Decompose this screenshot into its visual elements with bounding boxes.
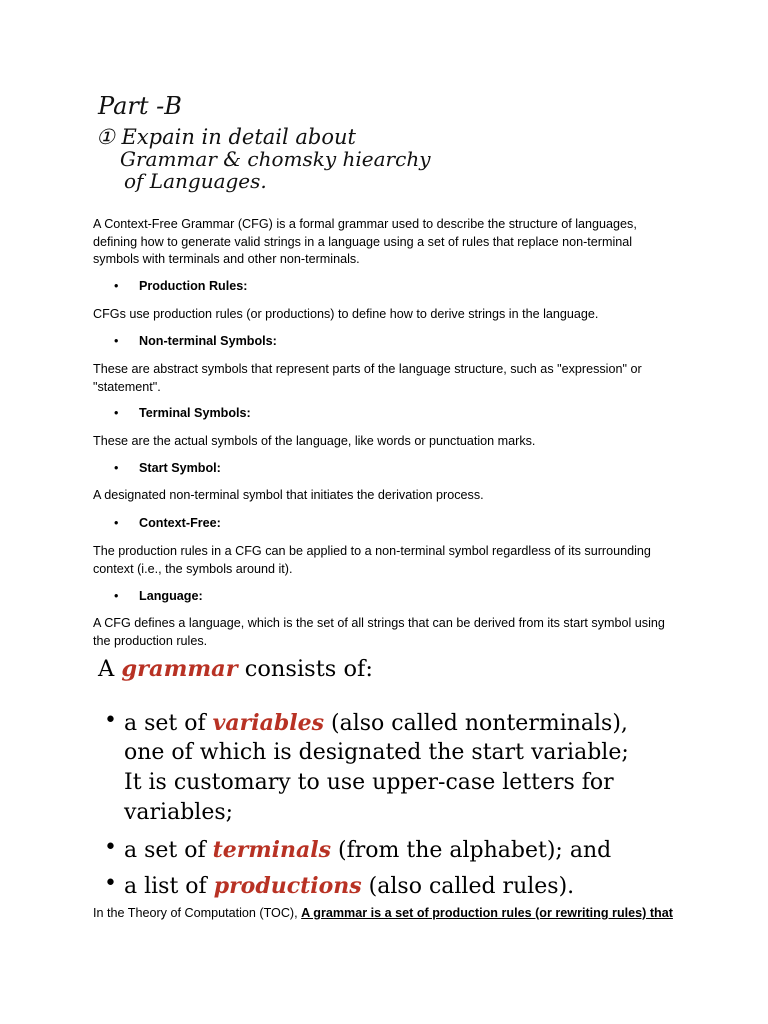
- toc-sentence: [93, 905, 673, 923]
- section-text: These are abstract symbols that represent parts of the language structure, such as "expression" or "statement".: [93, 362, 642, 394]
- section-heading: Terminal Symbols:: [139, 406, 251, 420]
- slide-bullet-dot: •: [104, 708, 117, 733]
- bullet-dot: •: [114, 589, 119, 603]
- slide-item-pre: a set of: [124, 711, 213, 736]
- slide-heading-pre: A: [98, 656, 122, 682]
- toc-sentence-plain: In the Theory of Computation (TOC),: [93, 906, 302, 920]
- handwritten-line-2: ① Expain in detail about: [96, 125, 356, 149]
- section-text: CFGs use production rules (or productions) to define how to derive strings in the language.: [93, 307, 599, 321]
- slide-bullet-dot: •: [104, 871, 117, 896]
- slide-item-line: one of which is designated the start variable;: [124, 740, 629, 765]
- handwritten-line-4: of Languages.: [124, 169, 267, 193]
- section-text: These are the actual symbols of the language, like words or punctuation marks.: [93, 434, 536, 448]
- section-text: The production rules in a CFG can be applied to a non-terminal symbol regardless of its surrounding context (i.e., the symbols around it).: [93, 544, 651, 576]
- slide-item-post: (also called nonterminals),: [324, 711, 628, 736]
- slide-item-terminals: [124, 837, 611, 863]
- slide-bullet-dot: •: [104, 835, 117, 860]
- handwritten-line-1: Part -B: [98, 92, 182, 120]
- bullet-dot: •: [114, 461, 119, 475]
- slide-item-em: variables: [212, 710, 325, 736]
- slide-item-pre: a set of: [124, 838, 213, 863]
- handwritten-question-image: [92, 86, 508, 204]
- bullet-dot: •: [114, 279, 119, 293]
- slide-item-line: variables;: [124, 800, 234, 825]
- handwritten-line-3: Grammar & chomsky hiearchy: [120, 147, 431, 171]
- slide-item-line: It is customary to use upper-case letters for: [124, 770, 614, 795]
- slide-item-variables: [124, 710, 628, 736]
- bullet-dot: •: [114, 516, 119, 530]
- slide-item-post: (from the alphabet); and: [331, 838, 612, 863]
- slide-item-em: productions: [213, 873, 362, 899]
- slide-item-pre: a list of: [124, 874, 214, 899]
- section-heading: Non-terminal Symbols:: [139, 334, 277, 348]
- section-heading: Production Rules:: [139, 279, 248, 293]
- slide-heading: [98, 656, 373, 682]
- bullet-dot: •: [114, 406, 119, 420]
- slide-item-em: terminals: [212, 837, 332, 863]
- intro-paragraph: A Context-Free Grammar (CFG) is a formal grammar used to describe the structure of languages, defining how to generate valid strings in a language using a set of rules that replace non-terminal symbols with terminals and other non-terminals.: [93, 217, 637, 267]
- toc-sentence-underlined: A grammar is a set of production rules (or rewriting rules) that: [301, 906, 673, 920]
- section-heading: Start Symbol:: [139, 461, 221, 475]
- grammar-definition-slide: [92, 652, 676, 906]
- bullet-dot: •: [114, 334, 119, 348]
- slide-item-post: (also called rules).: [361, 874, 575, 899]
- slide-heading-em: grammar: [121, 656, 238, 682]
- slide-heading-post: consists of:: [237, 656, 373, 682]
- slide-item-productions: [124, 873, 574, 899]
- section-heading: Context-Free:: [139, 516, 221, 530]
- section-text: A designated non-terminal symbol that initiates the derivation process.: [93, 488, 484, 502]
- handwritten-text: [92, 86, 508, 204]
- section-heading: Language:: [139, 589, 203, 603]
- section-text: A CFG defines a language, which is the set of all strings that can be derived from its start symbol using the production rules.: [93, 616, 665, 648]
